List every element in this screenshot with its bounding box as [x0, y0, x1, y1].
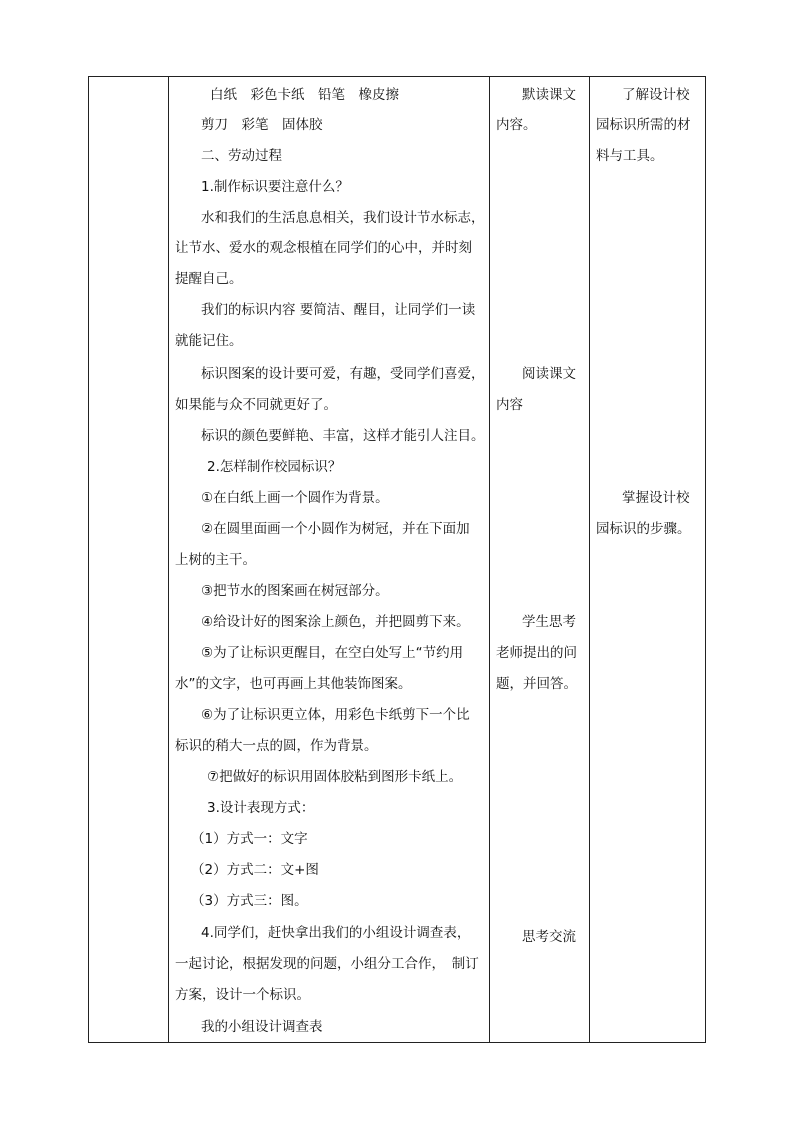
student-activity-cell: [490, 77, 589, 1042]
step-line: ①在白纸上画一个圆作为背景。: [201, 490, 389, 506]
question-heading: 1.制作标识要注意什么？: [201, 179, 349, 195]
paragraph-line: 一起讨论，根据发现的问题，小组分工合作， 制订: [175, 956, 479, 972]
step-line: ⑤为了让标识更醒目，在空白处写上“节约用: [201, 645, 464, 661]
step-line: 标识的稍大一点的圆，作为背景。: [175, 738, 378, 754]
question-heading: 2.怎样制作校园标识？: [207, 459, 342, 475]
method-line: （2）方式二：文+图: [191, 862, 319, 878]
activity-line: 思考交流: [522, 929, 576, 945]
step-line: 上树的主干。: [175, 552, 256, 568]
activity-line: 题，并回答。: [496, 676, 577, 692]
intent-line: 园标识的步骤。: [596, 521, 691, 537]
survey-table-title: 我的小组设计调查表: [201, 1019, 323, 1035]
design-intent-cell: [590, 77, 706, 1042]
intent-line: 了解设计校: [622, 87, 690, 103]
intent-line: 料与工具。: [596, 148, 664, 164]
step-line: ②在圆里面画一个小圆作为树冠，并在下面加: [201, 521, 470, 537]
paragraph-line: 方案，设计一个标识。: [175, 987, 310, 1003]
step-line: ③把节水的图案画在树冠部分。: [201, 583, 389, 599]
paragraph-line: 提醒自己。: [175, 271, 243, 287]
section-heading: 二、劳动过程: [201, 148, 282, 164]
activity-line: 内容。: [496, 117, 537, 133]
method-line: （1）方式一：文字: [191, 831, 308, 847]
materials-line: 白纸 彩色卡纸 铅笔 橡皮擦: [210, 87, 399, 103]
activity-line: 学生思考: [522, 614, 576, 630]
intent-line: 掌握设计校: [622, 490, 690, 506]
lesson-table: [88, 76, 706, 1043]
intent-line: 园标识所需的材: [596, 117, 691, 133]
tools-line: 剪刀 彩笔 固体胶: [201, 117, 323, 133]
activity-line: 老师提出的问: [496, 645, 577, 661]
step-line: 水”的文字，也可再画上其他装饰图案。: [175, 676, 412, 692]
paragraph-line: 就能记住。: [175, 333, 243, 349]
paragraph-line: 如果能与众不同就更好了。: [175, 397, 337, 413]
activity-line: 默读课文: [522, 87, 576, 103]
step-line: ⑦把做好的标识用固体胶粘到图形卡纸上。: [207, 769, 463, 785]
paragraph-line: 水和我们的生活息息相关，我们设计节水标志，: [201, 210, 485, 226]
paragraph-line: 让节水、爱水的观念根植在同学们的心中，并时刻: [175, 240, 472, 256]
paragraph-line: 我们的标识内容 要简洁、醒目，让同学们一读: [201, 302, 476, 318]
question-heading: 3.设计表现方式：: [207, 800, 315, 816]
paragraph-line: 标识图案的设计要可爱，有趣，受同学们喜爱，: [201, 366, 485, 382]
activity-line: 内容: [496, 397, 523, 413]
activity-line: 阅读课文: [522, 366, 576, 382]
step-line: ④给设计好的图案涂上颜色，并把圆剪下来。: [201, 614, 470, 630]
first-column-cell: [89, 77, 168, 1042]
main-content-cell: [169, 77, 489, 1042]
paragraph-line: 4.同学们，赶快拿出我们的小组设计调查表，: [201, 925, 471, 941]
paragraph-line: 标识的颜色要鲜艳、丰富，这样才能引人注目。: [201, 428, 485, 444]
step-line: ⑥为了让标识更立体，用彩色卡纸剪下一个比: [201, 707, 470, 723]
method-line: （3）方式三：图。: [191, 893, 308, 909]
